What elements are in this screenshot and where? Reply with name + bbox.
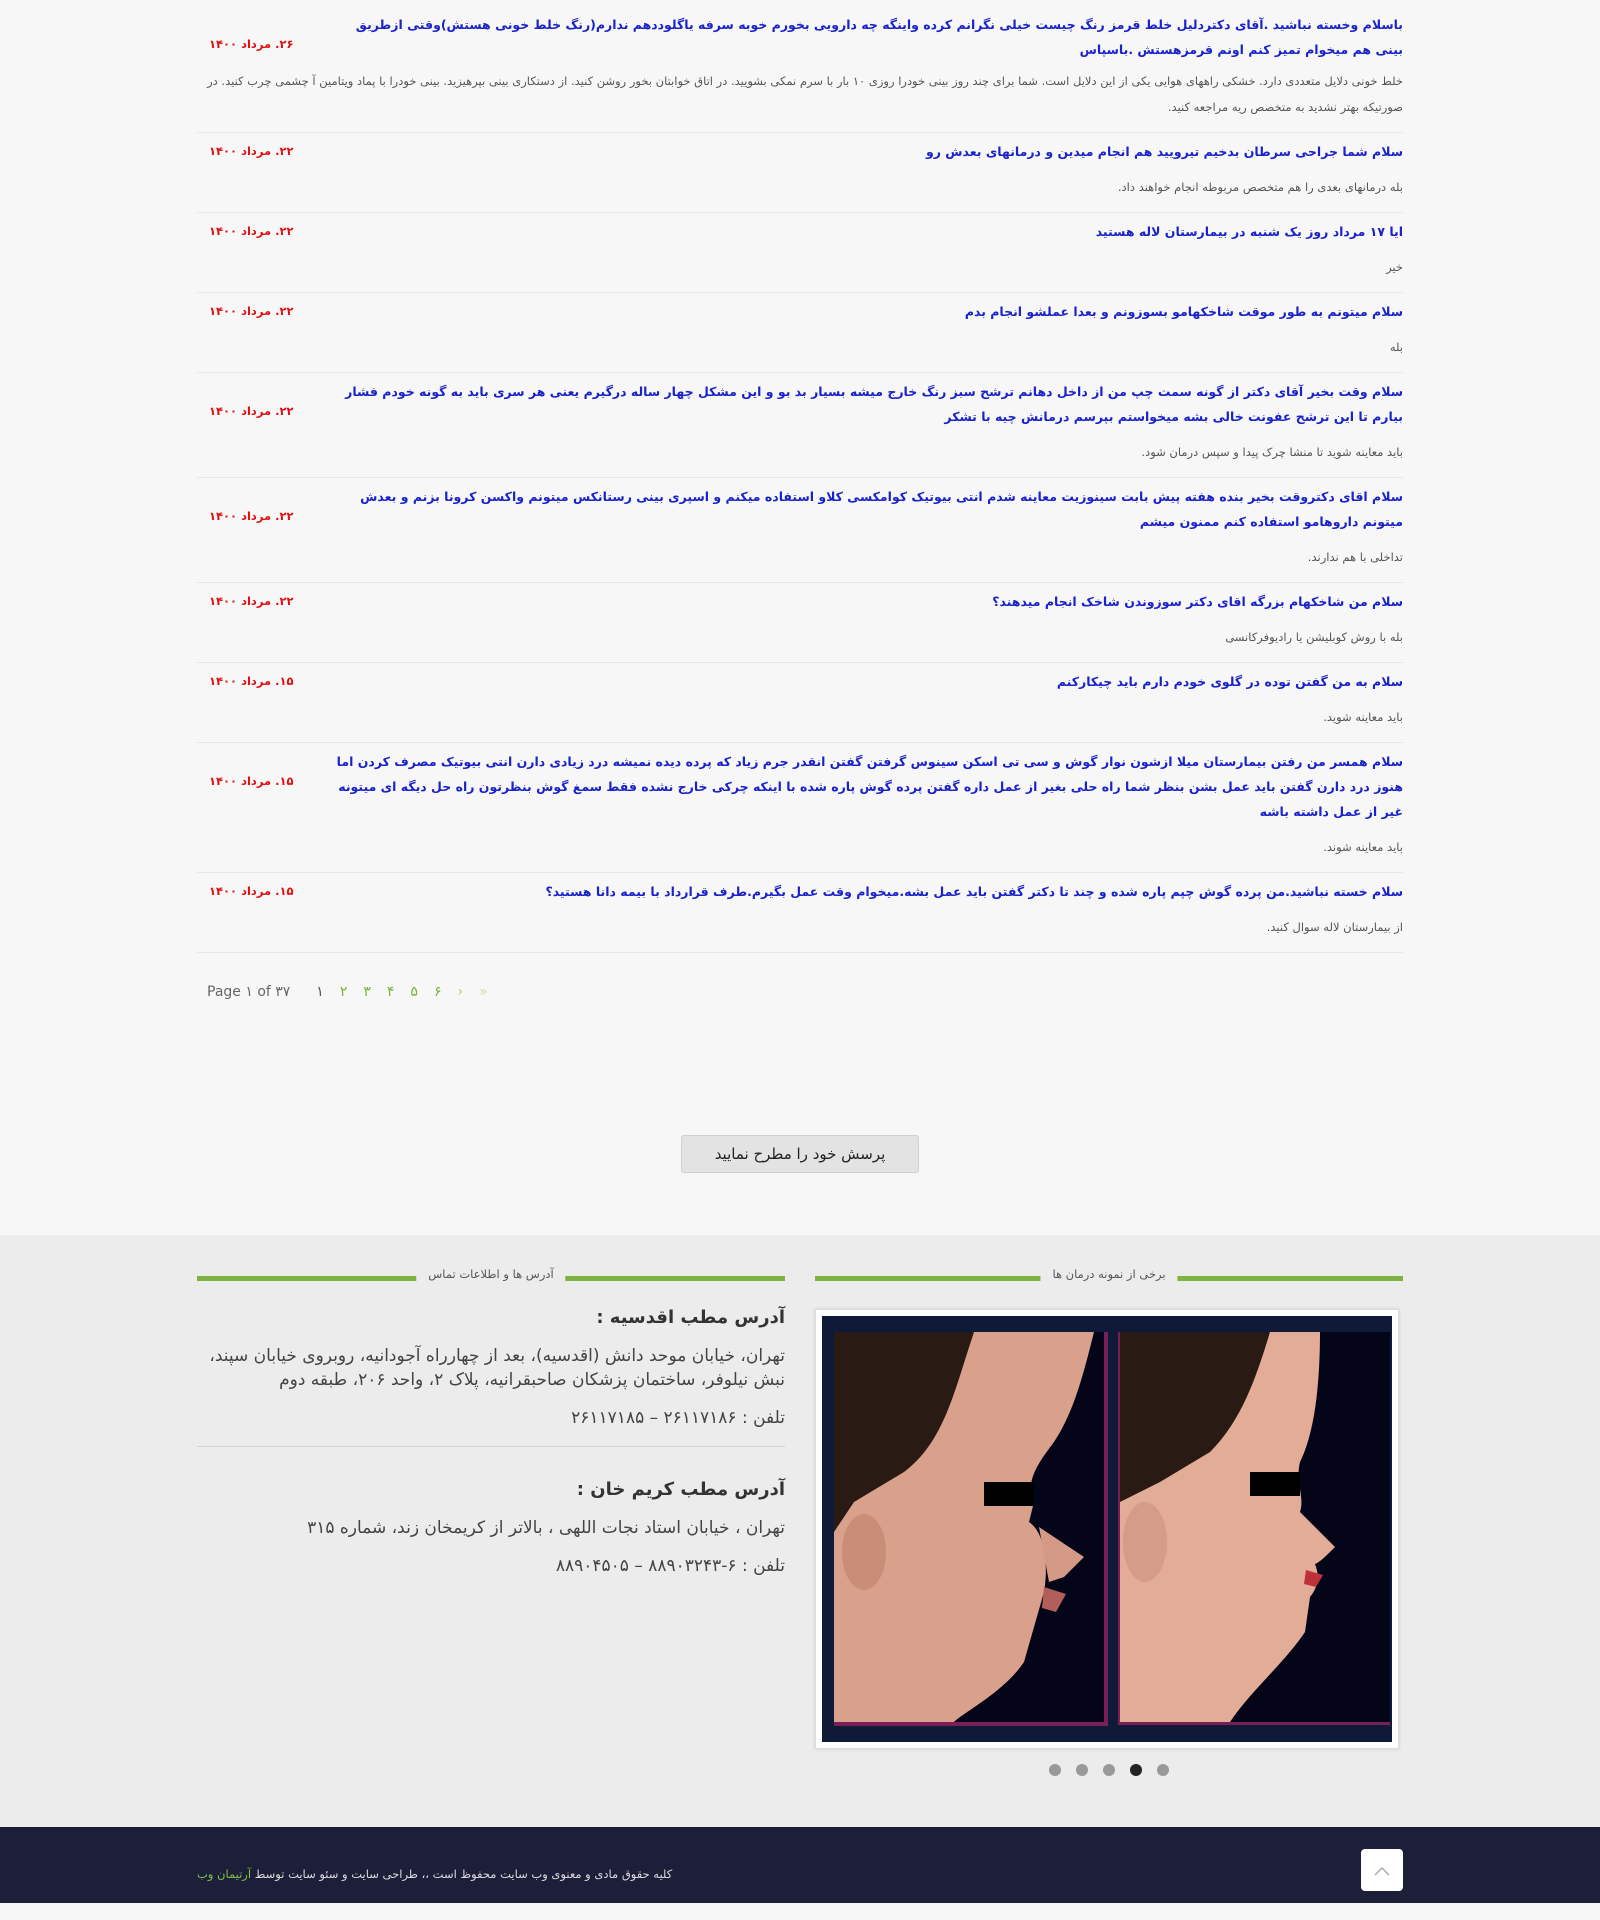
next-page-link[interactable]: › [457, 984, 464, 1000]
question-text[interactable]: سلام به من گفتن توده در گلوی خودم دارم باید چیکارکنم [1056, 674, 1403, 689]
office-phone: تلفن : ۶-۸۸۹۰۳۲۴۳ – ۸۸۹۰۴۵۰۵ [555, 1556, 785, 1576]
gallery-column [815, 1267, 1403, 1780]
copyright [197, 1867, 672, 1881]
ask-section [197, 1031, 1403, 1235]
answer-text: از بیمارستان لاله سوال کنید. [1266, 920, 1403, 934]
question-text[interactable]: ایا ۱۷ مرداد روز یک شنبه در بیمارستان لاله هستید [1095, 224, 1403, 239]
before-after-image [822, 1316, 1392, 1742]
after-photo [1118, 1332, 1390, 1725]
question-text[interactable]: باسلام وخسته نباشید .آقای دکتردلیل خلط قرمز رنگ چیست خیلی نگرانم کرده واینگه چه دارویی بخورم خوبه سرفه یاگلوددهم ندارم(رنگ خلط خونی هستش)وقتی ازطریق بینی هم میخوام تمیز کنم اونم قرمزهستش .باسپاس [355, 17, 1403, 57]
pagination [197, 953, 1403, 1031]
qa-item [197, 663, 1403, 743]
office-title: آدرس مطب کریم خان : [576, 1479, 785, 1500]
question-text[interactable]: سلام شما جراحی سرطان بدخیم تیرویید هم انجام میدین و درمانهای بعدش رو [925, 144, 1403, 159]
answer-text: باید معاینه شوید تا منشا چرک پیدا و سپس درمان شود. [1141, 445, 1403, 459]
qa-list [197, 0, 1403, 953]
qa-item [197, 293, 1403, 373]
slider-dot[interactable] [1103, 1764, 1115, 1776]
slider-dots [815, 1761, 1403, 1780]
answer-text: خیر [1386, 260, 1403, 274]
office-address: تهران ، خیابان استاد نجات اللهی ، بالاتر از کریمخان زند، شماره ۳۱۵ [307, 1518, 785, 1538]
office-aghdasieh [197, 1289, 785, 1428]
slider-dot[interactable] [1157, 1764, 1169, 1776]
question-date: ۱۵. مرداد ۱۴۰۰ [209, 774, 294, 788]
contact-column [197, 1267, 785, 1780]
office-address: تهران، خیابان موحد دانش (اقدسیه)، بعد از چهارراه آجودانیه، روبروی خیابان سپند، نبش نیلوفر، ساختمان پزشکان صاحبقرانیه، پلاک ۲، واحد ۲۰۶، طبقه دوم [209, 1346, 785, 1390]
page-link-4[interactable]: ۴ [386, 984, 395, 1000]
gallery-heading [815, 1267, 1403, 1289]
contact-title: آدرس ها و اطلاعات تماس [416, 1267, 565, 1281]
answer-text: بله با روش کوبلیشن یا رادیوفرکانسی [1225, 630, 1403, 644]
question-date: ۱۵. مرداد ۱۴۰۰ [209, 884, 294, 898]
question-text[interactable]: سلام میتونم به طور موقت شاخکهامو بسوزونم و بعدا عملشو انجام بدم [964, 304, 1403, 319]
question-date: ۲۲. مرداد ۱۴۰۰ [209, 304, 294, 318]
answer-text: بله [1389, 340, 1403, 354]
bottom-bar [0, 1827, 1600, 1903]
question-date: ۲۲. مرداد ۱۴۰۰ [209, 594, 294, 608]
footer-area [0, 1235, 1600, 1827]
gallery-title: برخی از نمونه درمان ها [1040, 1267, 1177, 1281]
question-text[interactable]: سلام همسر من رفتن بیمارستان میلا ازشون نوار گوش و سی تی اسکن سینوس گرفتن گفتن انقدر جرم زیاد که پرده دیده نمیشه درد زیادی دارن انتی بیوتیک مصرف کردن اما هنوز درد دارن گفتن باید عمل بشن بنظر شما راه حلی بغیر از عمل داره گفتن پرده گوش پاره شده با اینکه چرکی خارج نشده فقط سمغ گوش بنظرتون راه حل دیگه ای میتونه غیر از عمل داشته باشه [336, 754, 1403, 819]
slider-dot[interactable] [1076, 1764, 1088, 1776]
qa-item [197, 133, 1403, 213]
slider-dot-active[interactable] [1130, 1764, 1142, 1776]
scroll-to-top-button[interactable] [1361, 1849, 1403, 1891]
qa-item [197, 213, 1403, 293]
answer-text: تداخلی با هم ندارند. [1307, 550, 1403, 564]
question-date: ۲۲. مرداد ۱۴۰۰ [209, 144, 294, 158]
last-page-link[interactable]: » [479, 984, 488, 1000]
answer-text: باید معاینه شوند. [1323, 840, 1403, 854]
qa-item [197, 873, 1403, 953]
question-date: ۲۲. مرداد ۱۴۰۰ [209, 224, 294, 238]
page-link-3[interactable]: ۳ [363, 984, 371, 1000]
addresses [197, 1289, 785, 1576]
question-text[interactable]: سلام خسته نباشید.من پرده گوش چپم پاره شده و چند تا دکتر گفتن باید عمل بشه.میخوام وقت عمل بگیرم.طرف قرارداد با بیمه دانا هستید؟ [545, 884, 1403, 899]
office-title: آدرس مطب اقدسیه : [596, 1307, 785, 1328]
page-link-5[interactable]: ۵ [410, 984, 418, 1000]
question-date: ۱۵. مرداد ۱۴۰۰ [209, 674, 294, 688]
page-current: ۱ [316, 984, 324, 1000]
office-karimkhan [197, 1451, 785, 1576]
divider [197, 1446, 785, 1447]
qa-item [197, 6, 1403, 133]
qa-item [197, 373, 1403, 478]
gallery-slider[interactable] [815, 1309, 1399, 1749]
qa-item [197, 583, 1403, 663]
slider-dot[interactable] [1049, 1764, 1061, 1776]
answer-text: باید معاینه شوید. [1323, 710, 1403, 724]
pagination-label: Page ۱ of ۳۷ [207, 984, 291, 1000]
question-date: ۲۲. مرداد ۱۴۰۰ [209, 509, 294, 523]
office-phone: تلفن : ۲۶۱۱۷۱۸۶ – ۲۶۱۱۷۱۸۵ [571, 1408, 785, 1428]
question-date: ۲۶. مرداد ۱۴۰۰ [209, 37, 294, 51]
main-content [197, 0, 1403, 1235]
question-text[interactable]: سلام وقت بخیر آقای دکتر از گونه سمت چپ من از داخل دهانم ترشح سبز رنگ خارج میشه بسیار بد بو و این مشکل چهار ساله درگیرم یعنی هر سری باید به گونه خودم فشار بیارم تا این ترشح عفونت خالی بشه میخواستم بپرسم درمانش چیه با تشکر [345, 384, 1403, 424]
question-date: ۲۲. مرداد ۱۴۰۰ [209, 404, 294, 418]
question-text[interactable]: سلام اقای دکتروقت بخیر بنده هفته پیش بابت سینوزیت معاینه شدم انتی بیوتیک کوامکسی کلاو استفاده میکنم و اسپری بینی رستانکس میتونم واکسن کرونا بزنم و بعدش میتونم داروهامو استفاده کنم ممنون میشم [360, 489, 1403, 529]
page-link-6[interactable]: ۶ [433, 984, 442, 1000]
designer-link[interactable]: آرتیمان وب [197, 1867, 252, 1881]
chevron-up-icon [1374, 1861, 1390, 1880]
before-photo [834, 1332, 1108, 1726]
copyright-text: کلیه حقوق مادی و معنوی وب سایت محفوظ است ،، طراحی سایت و سئو سایت توسط [254, 1867, 673, 1881]
page-link-2[interactable]: ۲ [339, 984, 348, 1000]
ask-question-button[interactable]: پرسش خود را مطرح نمایید [681, 1135, 919, 1173]
qa-item [197, 478, 1403, 583]
question-text[interactable]: سلام من شاخکهام بزرگه اقای دکتر سوزوندن شاخک انجام میدهند؟ [992, 594, 1403, 609]
answer-text: بله درمانهای بعدی را هم متخصص مربوطه انجام خواهند داد. [1117, 180, 1403, 194]
qa-item [197, 743, 1403, 873]
contact-heading [197, 1267, 785, 1289]
answer-text: خلط خونی دلایل متعددی دارد. خشکی راههای هوایی یکی از این دلایل است. شما برای چند روز بینی خودرا روزی ۱۰ بار با سرم نمکی بشویید. در اتاق خوابتان بخور روشن کنید. از دستکاری بینی بپرهیزید. بینی خودرا با پماد ویتامین آ چشمی چرب کنید. در صورتیکه بهتر نشدید به متخصص ریه مراجعه کنید. [207, 74, 1403, 114]
